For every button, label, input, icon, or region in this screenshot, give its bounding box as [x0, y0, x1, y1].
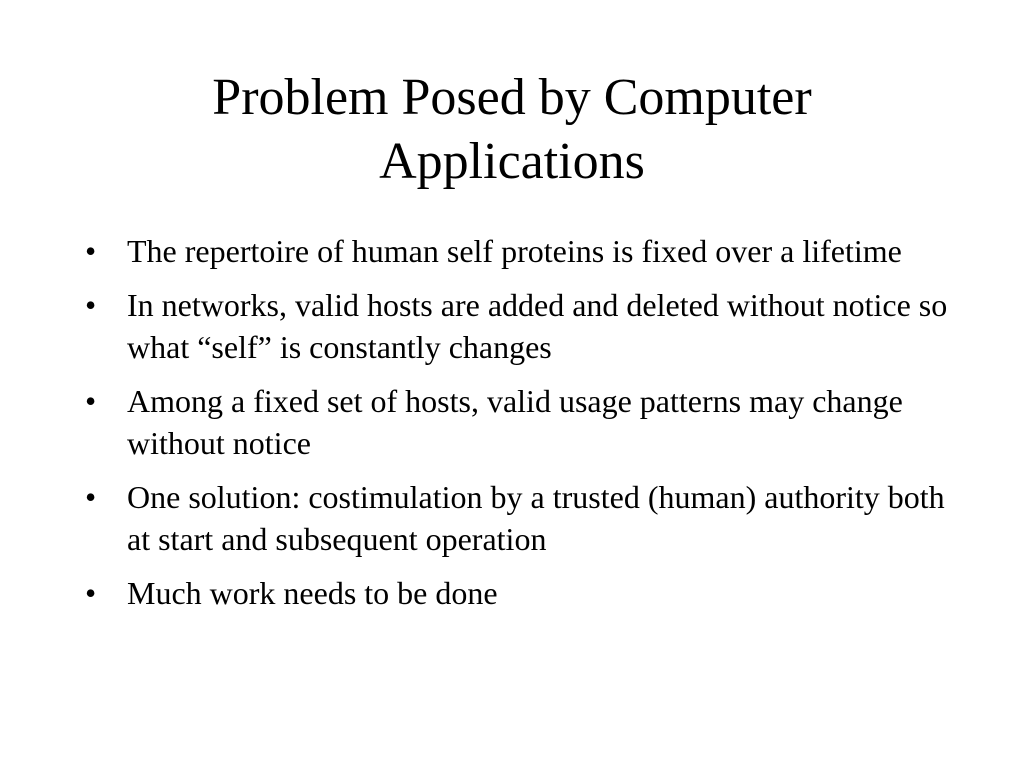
- bullet-list: [85, 230, 955, 626]
- bullet-text: The repertoire of human self proteins is fixed over a lifetime: [127, 233, 902, 269]
- bullet-marker: •: [85, 383, 97, 419]
- bullet-marker: •: [85, 287, 97, 323]
- bullet-marker: •: [85, 479, 97, 515]
- slide-title: Problem Posed by Computer Applications: [212, 69, 812, 190]
- bullet-item-4: [85, 476, 955, 560]
- bullet-text: One solution: costimulation by a trusted (human) authority both at start and subsequent operation: [127, 479, 945, 557]
- bullet-item-5: [85, 572, 955, 614]
- bullet-item-3: [85, 380, 955, 464]
- bullet-text: Among a fixed set of hosts, valid usage patterns may change without notice: [127, 383, 903, 461]
- bullet-text: Much work needs to be done: [127, 575, 498, 611]
- bullet-marker: •: [85, 233, 97, 269]
- bullet-marker: •: [85, 575, 97, 611]
- bullet-item-1: [85, 230, 955, 272]
- bullet-item-2: [85, 284, 955, 368]
- bullet-text: In networks, valid hosts are added and deleted without notice so what “self” is constantly changes: [127, 287, 948, 365]
